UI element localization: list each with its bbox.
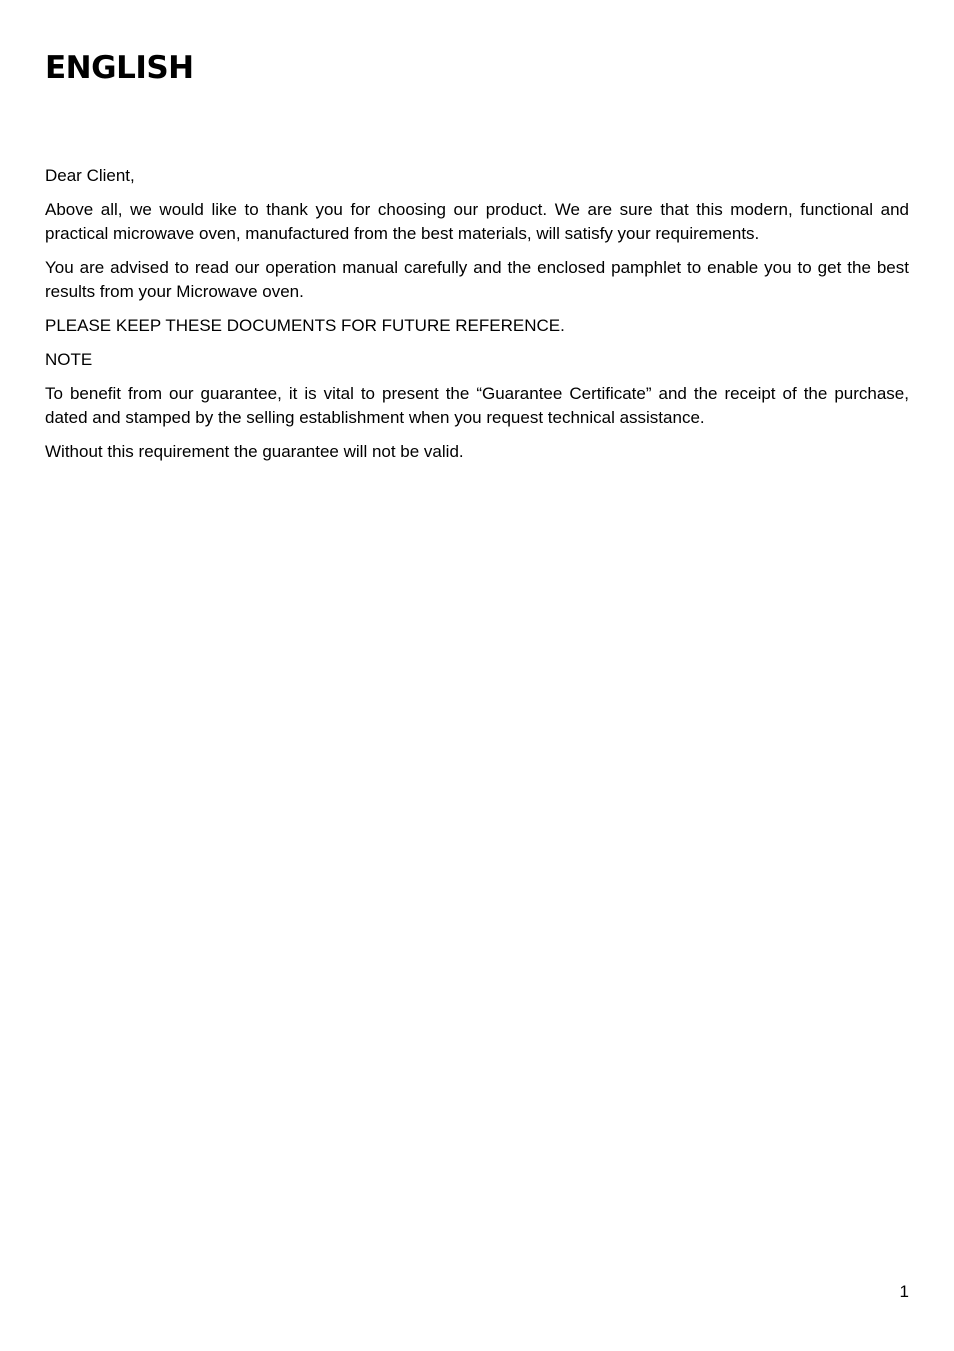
- note-label: NOTE: [45, 350, 93, 369]
- page-heading: ENGLISH: [45, 50, 194, 86]
- document-body: [45, 164, 909, 474]
- closing-statement: Without this requirement the guarantee will not be valid.: [45, 442, 464, 461]
- note-text: To benefit from our guarantee, it is vital to present the “Guarantee Certificate” and the receipt of the purchase, dated and stamped by the selling establishment when you request technical assistance.: [45, 384, 909, 427]
- paragraph-thanks: Above all, we would like to thank you for choosing our product. We are sure that this modern, functional and practical microwave oven, manufactured from the best materials, will satisfy your requirements.: [45, 200, 909, 243]
- paragraph-advice: You are advised to read our operation manual carefully and the enclosed pamphlet to enable you to get the best results from your Microwave oven.: [45, 258, 909, 301]
- page-number: 1: [899, 1282, 909, 1301]
- salutation: Dear Client,: [45, 166, 135, 185]
- keep-notice: PLEASE KEEP THESE DOCUMENTS FOR FUTURE REFERENCE.: [45, 316, 565, 335]
